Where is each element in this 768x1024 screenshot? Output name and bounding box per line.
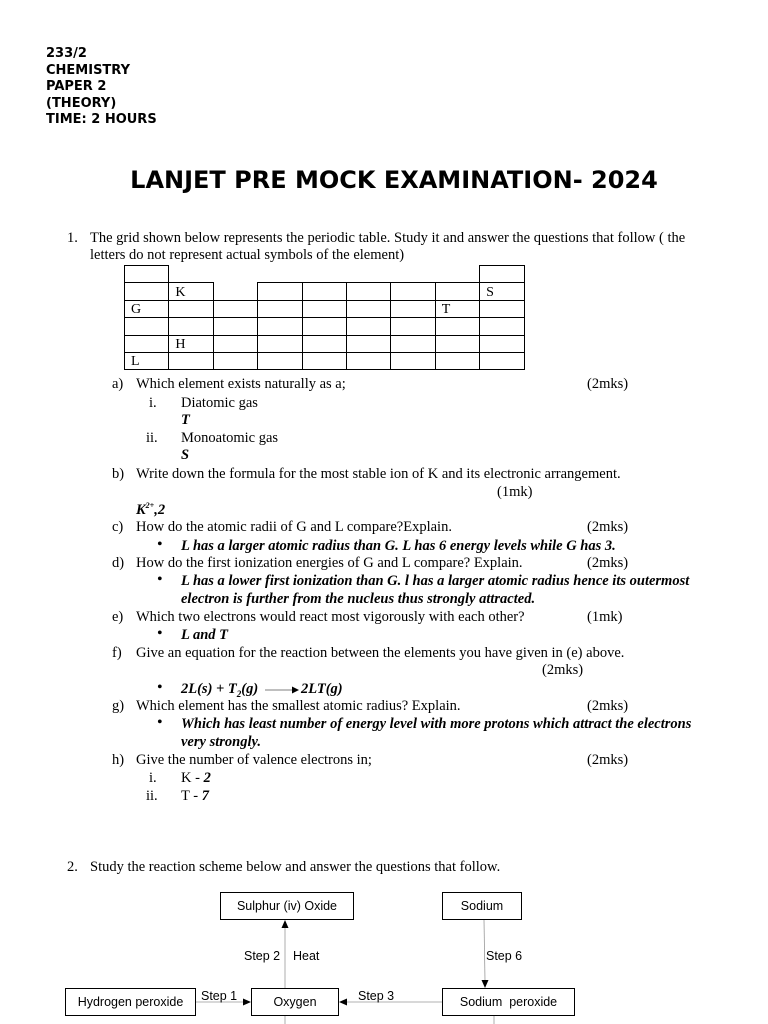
- q1g-marks: (2mks): [587, 698, 629, 714]
- q1b-label: b): [112, 466, 125, 482]
- subject: CHEMISTRY: [46, 62, 131, 78]
- box-oxygen: Oxygen: [251, 988, 339, 1016]
- box-sodium-peroxide: Sodium peroxide: [442, 988, 575, 1016]
- time-allowed: TIME: 2 HOURS: [46, 112, 157, 127]
- q1b-text: Write down the formula for the most stable ion of K and its electronic arrangement.: [136, 466, 621, 482]
- bullet-icon: •: [157, 571, 163, 588]
- q1h-i-item: K - 2: [181, 770, 211, 786]
- q1c-marks: (2mks): [587, 519, 629, 535]
- bullet-icon: •: [157, 679, 163, 696]
- q1b-answer: $K^{2+},2$: [136, 501, 166, 518]
- periodic-grid: [124, 265, 525, 370]
- q1h-text: Give the number of valence electrons in;: [136, 752, 372, 768]
- q1-stem-line2: letters do not represent actual symbols of the element): [90, 247, 405, 263]
- q1a-i-answer: T: [181, 412, 190, 428]
- q1a-i-text: Diatomic gas: [181, 395, 258, 411]
- grid-cell-k: K: [169, 283, 213, 300]
- q1d-answer-line1: L has a lower first ionization than G. l has a larger atomic radius hence its outermost: [181, 573, 690, 589]
- q1f-marks: (2mks): [542, 662, 584, 678]
- q1a-ii-text: Monoatomic gas: [181, 430, 279, 446]
- q1g-answer-line2: very strongly.: [181, 734, 262, 750]
- label-heat: Heat: [293, 949, 320, 963]
- q1h-i-label: i.: [149, 770, 157, 786]
- bullet-icon: •: [157, 714, 163, 731]
- q1e-marks: (1mk): [587, 609, 623, 625]
- label-step2: Step 2: [244, 949, 281, 963]
- label-step3: Step 3: [358, 989, 395, 1003]
- q1c-text: How do the atomic radii of G and L compare?Explain.: [136, 519, 452, 535]
- q2-number: 2.: [67, 859, 78, 875]
- q1g-text: Which element has the smallest atomic radius? Explain.: [136, 698, 461, 714]
- q1a-marks: (2mks): [587, 376, 629, 392]
- q1e-label: e): [112, 609, 124, 625]
- q1b-marks: (1mk): [497, 484, 533, 500]
- q1h-label: h): [112, 752, 125, 768]
- q1h-ii-item: T - 7: [181, 788, 209, 804]
- q1e-text: Which two electrons would react most vigorously with each other?: [136, 609, 525, 625]
- label-step1: Step 1: [201, 989, 238, 1003]
- q1f-equation-left: $2L(s) + T_2(g)$: [181, 681, 259, 699]
- box-hydrogen-peroxide: Hydrogen peroxide: [65, 988, 196, 1016]
- q1d-text: How do the first ionization energies of G and L compare? Explain.: [136, 555, 523, 571]
- paper-type: (THEORY): [46, 95, 117, 111]
- q1g-label: g): [112, 698, 125, 714]
- grid-cell-h: H: [169, 335, 213, 352]
- exam-title: LANJET PRE MOCK EXAMINATION- 2024: [130, 166, 658, 194]
- box-sulphur-iv-oxide: Sulphur (iv) Oxide: [220, 892, 354, 920]
- label-step6: Step 6: [486, 949, 523, 963]
- grid-cell-g: G: [125, 300, 169, 317]
- grid-cell-l: L: [125, 352, 169, 369]
- q1f-equation-right: 2LT(g): [301, 681, 343, 697]
- q1a-text: Which element exists naturally as a;: [136, 376, 346, 392]
- q1h-marks: (2mks): [587, 752, 629, 768]
- q1a-ii-answer: S: [181, 447, 190, 463]
- q1h-ii-label: ii.: [146, 788, 158, 804]
- q1g-answer-line1: Which has least number of energy level with more protons which attract the electrons: [181, 716, 692, 732]
- bullet-icon: •: [157, 625, 163, 642]
- box-sodium: Sodium: [442, 892, 522, 920]
- q1f-text: Give an equation for the reaction between the elements you have given in (e) above.: [136, 645, 625, 661]
- q1c-label: c): [112, 519, 124, 535]
- q1e-answer: L and T: [181, 627, 228, 643]
- q1f-label: f): [112, 645, 122, 661]
- q1a-label: a): [112, 376, 124, 392]
- grid-cell-s: S: [480, 283, 524, 300]
- q1d-answer-line2: electron is further from the nucleus thus strongly attracted.: [181, 591, 536, 607]
- q1c-answer: L has a larger atomic radius than G. L has 6 energy levels while G has 3.: [181, 538, 616, 554]
- q1-stem-line1: The grid shown below represents the periodic table. Study it and answer the questions that follow ( the: [90, 230, 686, 246]
- bullet-icon: •: [157, 536, 163, 553]
- q1-number: 1.: [67, 230, 78, 246]
- paper-code: 233/2: [46, 46, 87, 61]
- paper-number: PAPER 2: [46, 79, 107, 94]
- q1d-marks: (2mks): [587, 555, 629, 571]
- grid-cell-t: T: [435, 300, 479, 317]
- q1a-i-label: i.: [149, 395, 157, 411]
- q1a-ii-label: ii.: [146, 430, 158, 446]
- q1d-label: d): [112, 555, 125, 571]
- q2-stem: Study the reaction scheme below and answer the questions that follow.: [90, 859, 501, 875]
